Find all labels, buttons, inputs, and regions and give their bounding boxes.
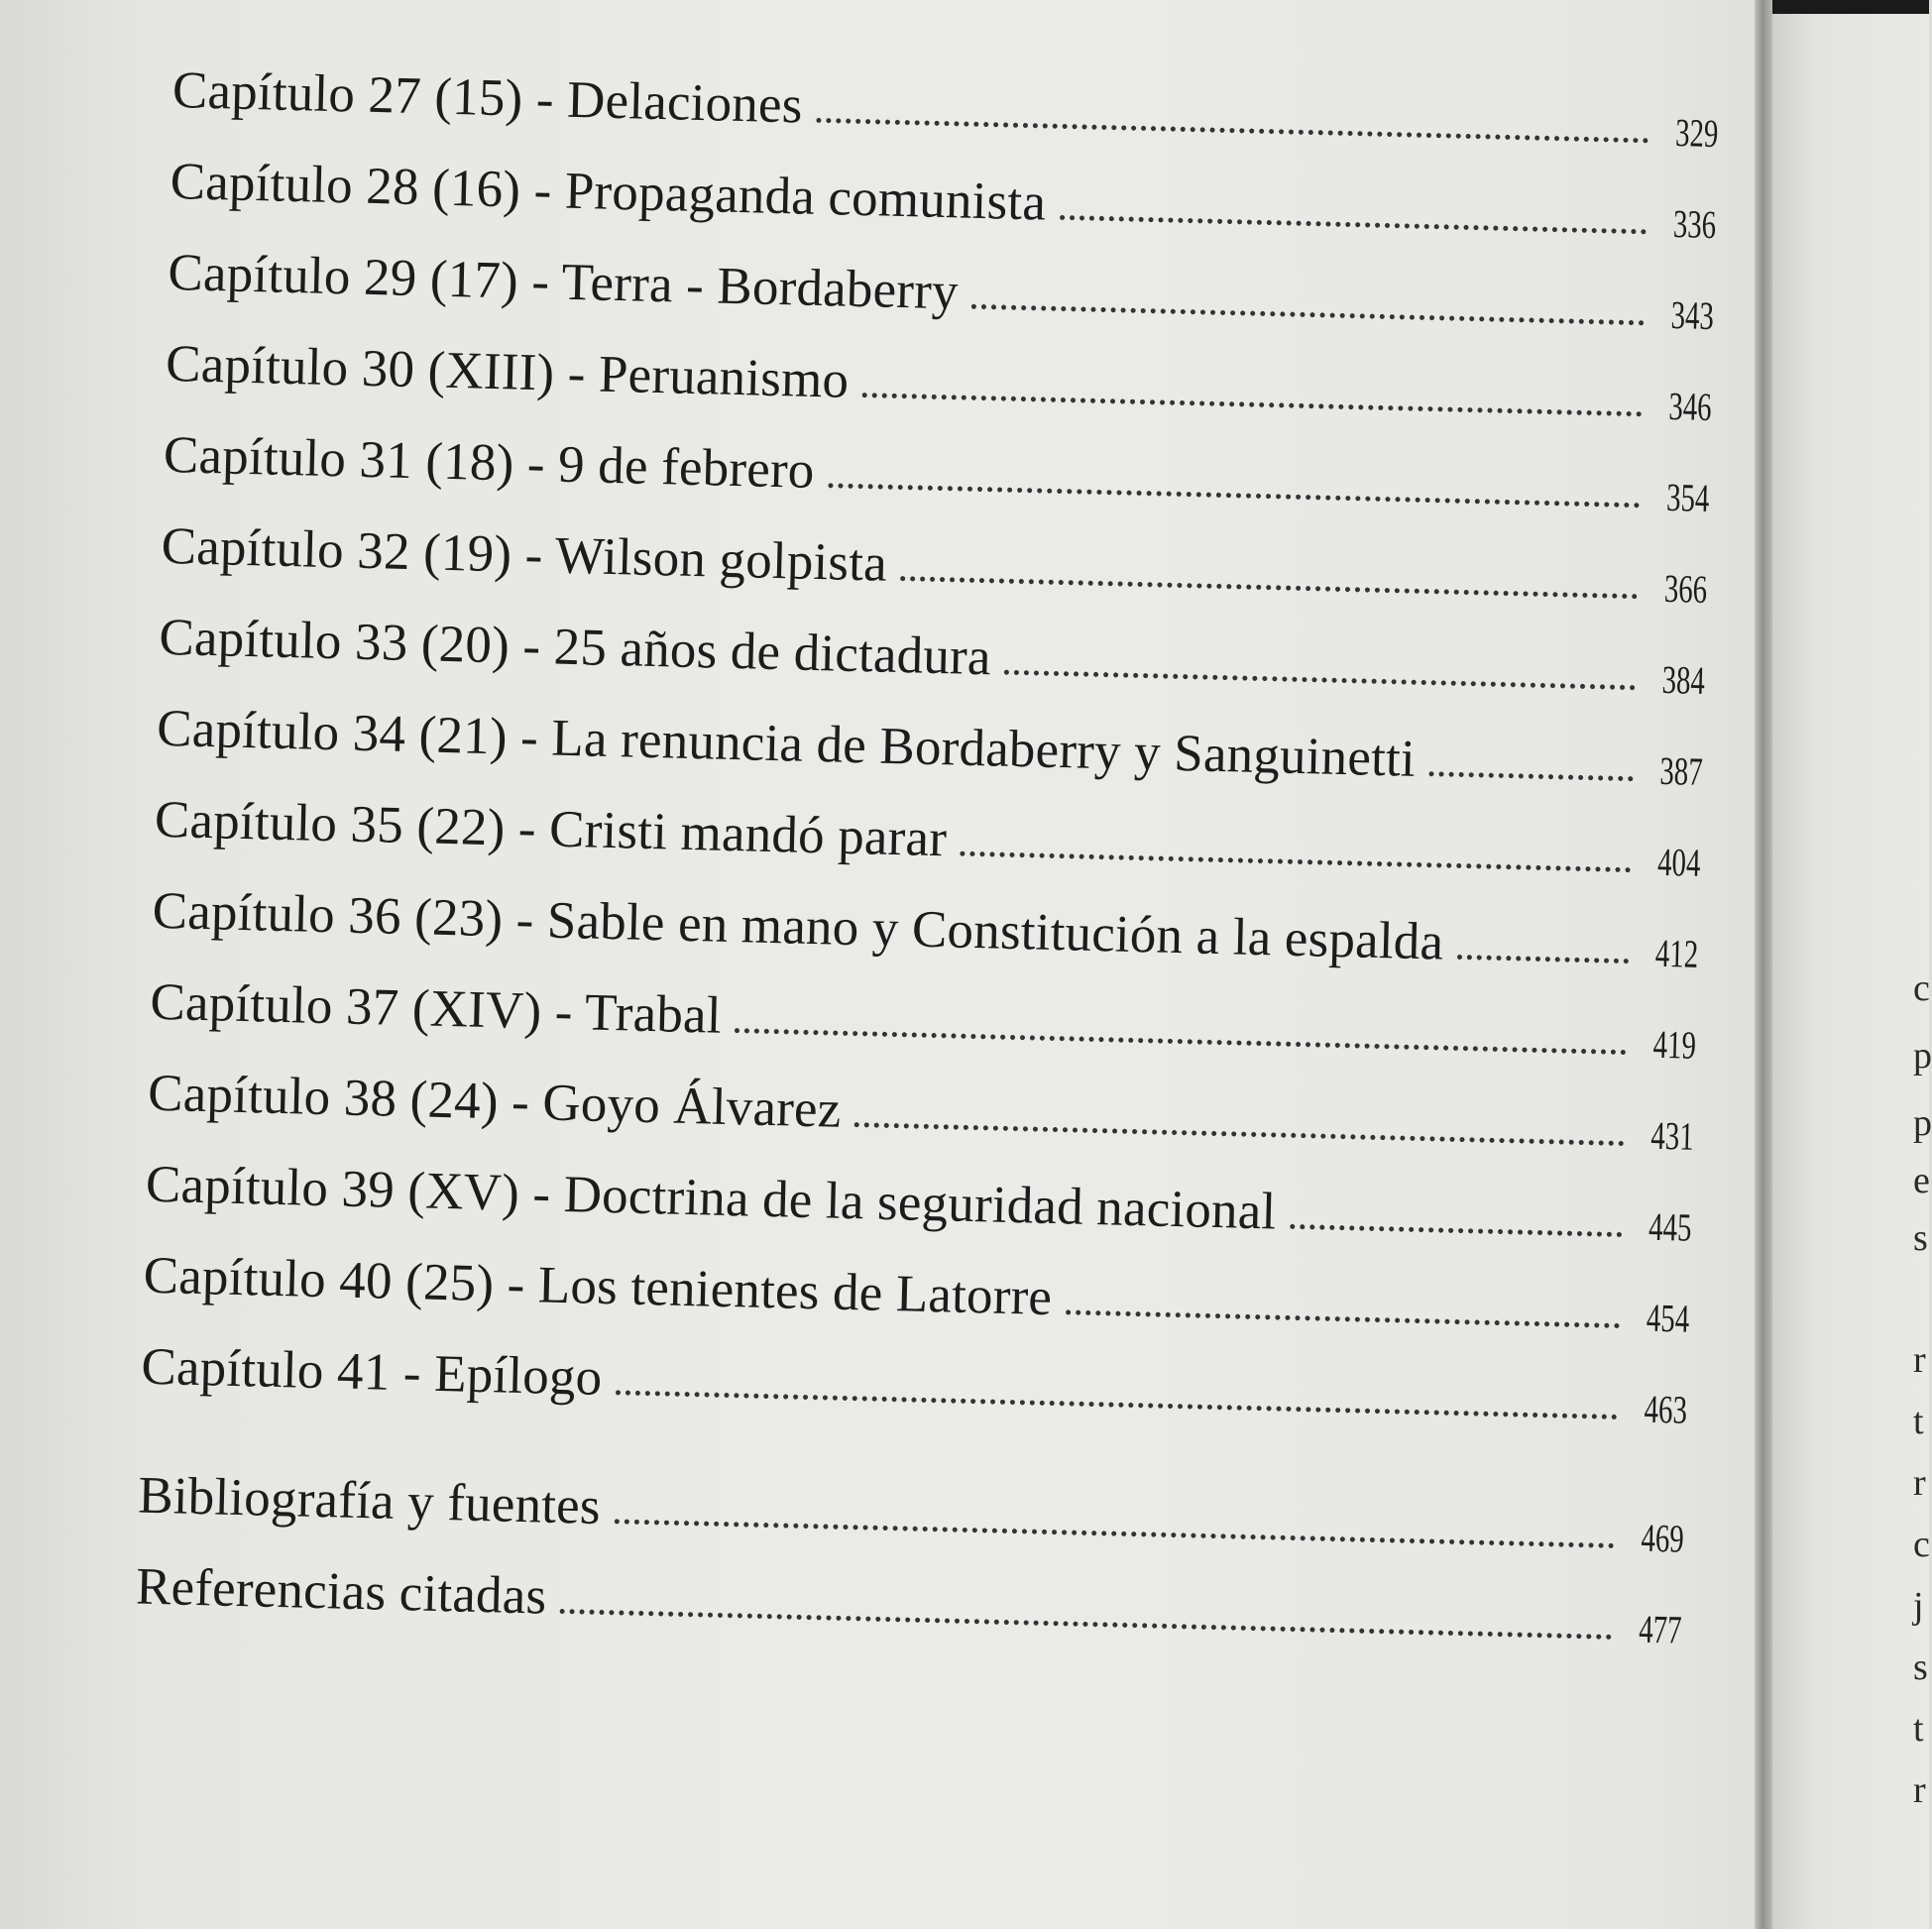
book-gutter [1755, 0, 1772, 1929]
dot-leader [614, 1519, 1614, 1548]
page-number: 329 [1674, 110, 1719, 157]
toc-entry [145, 1144, 1692, 1253]
entry-title: Capítulo 33 (20) - 25 años de dictadura [158, 608, 992, 687]
page-number: 354 [1665, 474, 1710, 520]
page-number: 366 [1663, 565, 1708, 612]
adjacent-page-letter: c [1913, 967, 1930, 1009]
dark-edge-bar [1772, 0, 1929, 14]
entry-title: Capítulo 38 (24) - Goyo Álvarez [147, 1064, 843, 1139]
dot-leader [901, 576, 1638, 599]
adjacent-page-letter: r [1913, 1769, 1926, 1811]
entry-title: Capítulo 37 (XIV) - Trabal [149, 972, 723, 1045]
dot-leader [735, 1028, 1626, 1055]
page-number: 346 [1667, 383, 1713, 430]
adjacent-page-letter: p [1913, 1035, 1932, 1077]
entry-title: Capítulo 35 (22) - Cristi mandó parar [154, 790, 948, 868]
adjacent-page-letter: j [1913, 1585, 1924, 1627]
adjacent-page-letter: s [1913, 1217, 1928, 1259]
toc-entry [157, 688, 1704, 797]
adjacent-page-letter: c [1913, 1524, 1930, 1565]
page-number: 412 [1654, 930, 1699, 976]
entry-title: Capítulo 41 - Epílogo [140, 1337, 604, 1407]
dot-leader [616, 1390, 1618, 1419]
toc-entry [168, 232, 1715, 341]
entry-title: Capítulo 34 (21) - La renuncia de Bordaberry y Sanguinetti [156, 699, 1417, 788]
page-number: 477 [1638, 1606, 1683, 1652]
dot-leader [1060, 215, 1647, 234]
dot-leader [1428, 771, 1633, 781]
adjacent-page-letter: r [1913, 1462, 1926, 1504]
dot-leader [816, 118, 1648, 144]
toc-entry [170, 141, 1717, 250]
entry-title: Referencias citadas [135, 1557, 548, 1626]
page-number: 343 [1670, 291, 1715, 339]
dot-leader [1004, 670, 1636, 691]
page-number: 404 [1656, 839, 1701, 885]
adjacent-page-letter: t [1913, 1401, 1924, 1442]
entry-title: Capítulo 32 (19) - Wilson golpista [161, 516, 888, 593]
dot-leader [1290, 1224, 1622, 1237]
toc-entry [171, 50, 1719, 159]
entry-title: Capítulo 27 (15) - Delaciones [171, 60, 804, 135]
entry-title: Bibliografía y fuentes [137, 1466, 602, 1535]
entry-title: Capítulo 30 (XIII) - Peruanismo [165, 334, 850, 409]
toc-entry [148, 1053, 1695, 1162]
adjacent-page-letter: s [1913, 1646, 1928, 1688]
dot-leader [971, 304, 1644, 326]
dot-leader [1457, 955, 1629, 964]
dot-leader [961, 851, 1632, 873]
entry-title: Capítulo 31 (18) - 9 de febrero [163, 425, 816, 500]
toc-entry [143, 1235, 1690, 1344]
page-number: 387 [1658, 747, 1704, 794]
page-number: 463 [1644, 1386, 1688, 1432]
entry-title: Capítulo 28 (16) - Propaganda comunista [170, 152, 1047, 232]
adjacent-page-letter: t [1913, 1708, 1924, 1750]
page-number: 431 [1649, 1112, 1695, 1159]
dot-leader [854, 1122, 1624, 1146]
page-number: 384 [1661, 656, 1706, 703]
adjacent-page-edge [1772, 0, 1929, 1929]
dot-leader [828, 483, 1640, 508]
page-number: 336 [1672, 201, 1717, 248]
table-of-contents [135, 50, 1720, 1652]
dot-leader [560, 1609, 1612, 1640]
toc-entry [150, 962, 1697, 1071]
page-number: 469 [1641, 1515, 1685, 1561]
toc-entry [141, 1326, 1688, 1435]
dot-leader [1066, 1309, 1620, 1328]
page-number: 419 [1652, 1021, 1697, 1068]
adjacent-page-letter: p [1913, 1102, 1932, 1144]
toc-entry [152, 870, 1699, 979]
entry-title: Capítulo 36 (23) - Sable en mano y Constitución a la espalda [152, 881, 1444, 971]
adjacent-page-letter: r [1913, 1339, 1926, 1381]
toc-entry [159, 597, 1706, 706]
toc-entry [161, 506, 1708, 615]
dot-leader [862, 393, 1643, 416]
back-matter-entry [135, 1546, 1682, 1655]
toc-entry [163, 414, 1710, 523]
page-number: 454 [1646, 1295, 1690, 1341]
entry-title: Capítulo 29 (17) - Terra - Bordaberry [167, 243, 960, 321]
page-number: 445 [1648, 1203, 1692, 1250]
back-matter-entry [138, 1455, 1685, 1564]
entry-title: Capítulo 40 (25) - Los tenientes de Latorre [143, 1246, 1053, 1327]
entry-title: Capítulo 39 (XV) - Doctrina de la seguridad nacional [145, 1155, 1278, 1241]
toc-entry [154, 779, 1701, 888]
toc-entry [165, 323, 1712, 432]
adjacent-page-letter: e [1913, 1160, 1930, 1201]
